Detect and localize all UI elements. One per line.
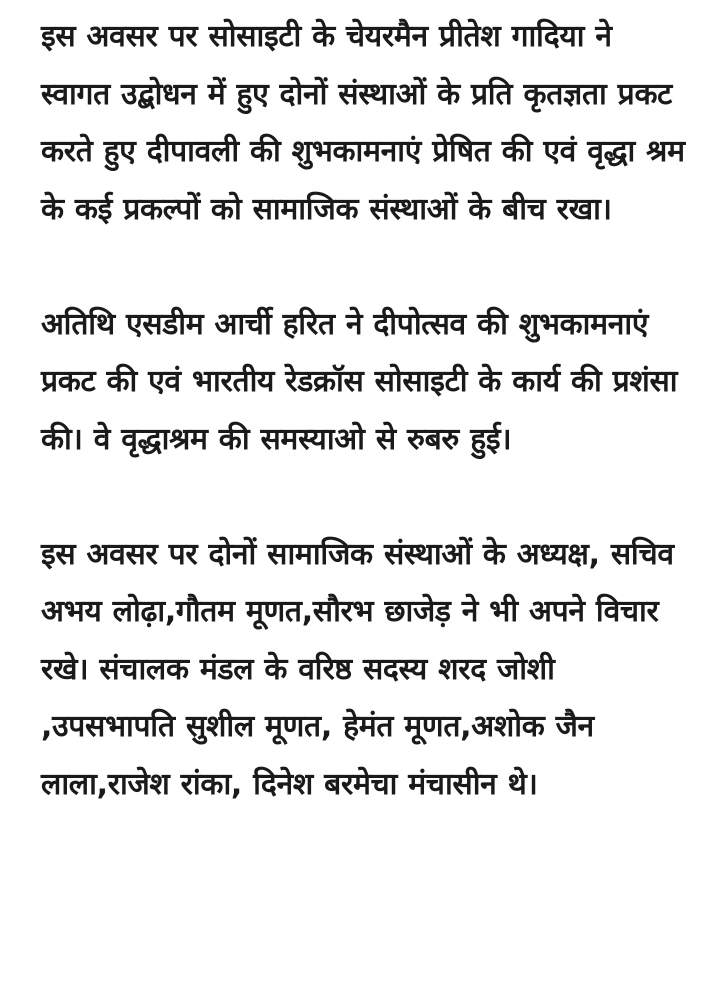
paragraph-attendees: इस अवसर पर दोनों सामाजिक संस्थाओं के अध्यक्ष, सचिव अभय लोढ़ा,गौतम मूणत,सौरभ छाजेड़ ने भी अपने विचार रखे। संचालक मंडल के वरिष्ठ सदस्य शरद जोशी ,उपसभापति सुशील मूणत, हेमंत मूणत,अशोक जैन लाला,राजेश रांका, दिनेश बरमेचा मंचासीन थे। — [41, 536, 674, 802]
article-body — [41, 8, 691, 813]
paragraph-guest: अतिथि एसडीम आर्ची हरित ने दीपोत्सव की शुभकामनाएं प्रकट की एवं भारतीय रेडक्रॉस सोसाइटी के कार्य की प्रशंसा की। वे वृद्धाश्रम की समस्याओ से रुबरु हुई। — [41, 306, 678, 457]
paragraph-welcome: इस अवसर पर सोसाइटी के चेयरमैन प्रीतेश गादिया ने स्वागत उद्बोधन में हुए दोनों संस्थाओं के प्रति कृतज्ञता प्रकट करते हुए दीपावली की शुभकामनाएं प्रेषित की एवं वृद्धा श्रम के कई प्रकल्पों को सामाजिक संस्थाओं के बीच रखा। — [41, 19, 685, 227]
